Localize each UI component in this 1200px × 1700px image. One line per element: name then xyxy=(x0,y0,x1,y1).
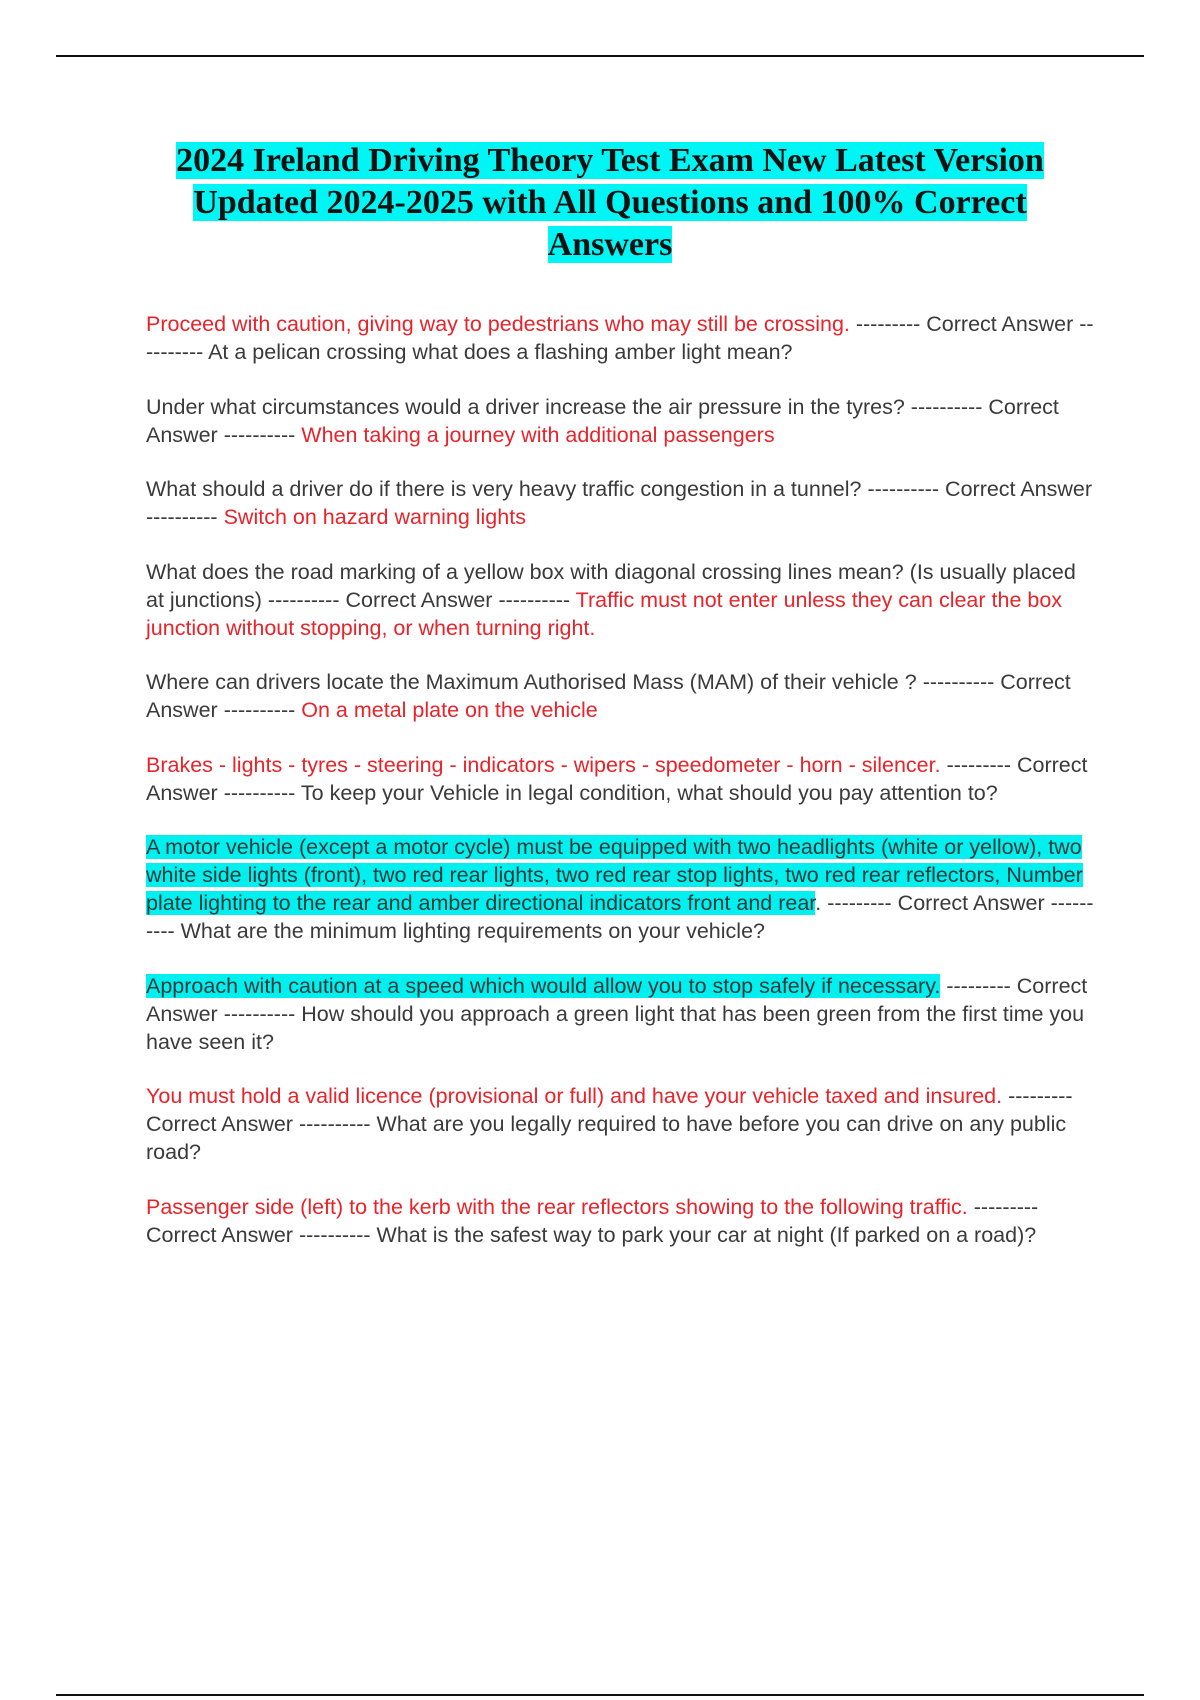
question-text: How should you approach a green light that has been green from the first time you have seen it? xyxy=(146,1001,1085,1054)
separator-dash: --------- xyxy=(1008,1084,1073,1108)
answer-text: On a metal plate on the vehicle xyxy=(301,698,598,722)
qa-item: A motor vehicle (except a motor cycle) must be equipped with two headlights (white or yellow), two white side lights (front), two red rear lights, two red rear stop lights, two red rear reflectors, Number plate lighting to the rear and amber directional indicators front and rear. --------- Correct Answer ---------- What are the minimum lighting requirements on your vehicle? xyxy=(146,835,1094,943)
separator-dash: ---------- xyxy=(223,1001,296,1026)
qa-item xyxy=(146,310,1094,366)
qa-item xyxy=(146,1082,1094,1166)
separator-label: Correct Answer xyxy=(146,394,1059,447)
question-text: At a pelican crossing what does a flashing amber light mean? xyxy=(208,340,793,364)
title-text: 2024 Ireland Driving Theory Test Exam New Latest Version Updated 2024-2025 with All Questions and 100% Correct Answers xyxy=(176,142,1044,263)
answer-text: Brakes - lights - tyres - steering - indicators - wipers - speedometer - horn - silencer. xyxy=(146,752,941,777)
separator-label: Correct Answer xyxy=(146,752,1088,805)
separator-label: Correct Answer xyxy=(146,1112,293,1136)
separator-label: Correct Answer xyxy=(146,1222,293,1247)
qa-item xyxy=(146,668,1094,724)
separator-dash: --------- xyxy=(973,1194,1039,1219)
separator-dash: --------- xyxy=(946,973,1011,998)
question-text: What is the safest way to park your car at night (If parked on a road)? xyxy=(376,1222,1037,1247)
separator-dash: ---------- xyxy=(267,587,340,612)
qa-item xyxy=(146,972,1094,1056)
question-text: What are the minimum lighting requirements on your vehicle? xyxy=(180,919,765,943)
qa-list xyxy=(146,310,1094,1275)
separator-label: Correct Answer xyxy=(146,670,1071,722)
answer-text: Passenger side (left) to the kerb with the rear reflectors showing to the following traffic. xyxy=(146,1194,968,1219)
separator-label: Correct Answer xyxy=(945,477,1093,501)
document-title xyxy=(130,140,1090,266)
separator-dash: ---------- xyxy=(223,780,296,805)
separator-dash: ---------- xyxy=(910,394,983,419)
separator-label: Correct Answer xyxy=(146,973,1088,1026)
bottom-rule xyxy=(56,1694,1144,1696)
separator-dash: --------- xyxy=(827,891,892,915)
question-text: What does the road marking of a yellow box with diagonal crossing lines mean? (Is usually placed at junctions) xyxy=(146,559,1076,612)
separator-dash: ---------- xyxy=(498,587,571,612)
separator-dash: ---------- xyxy=(146,505,218,529)
answer-text: Traffic must not enter unless they can clear the box junction without stopping, or when turning right. xyxy=(146,587,1063,640)
separator-dash: --------- xyxy=(855,312,921,336)
answer-text: When taking a journey with additional passengers xyxy=(301,422,775,447)
separator-dash: ---------- xyxy=(223,698,296,722)
question-text: What should a driver do if there is very heavy traffic congestion in a tunnel? xyxy=(146,477,862,501)
separator-label: Correct Answer xyxy=(926,312,1074,336)
separator-dash: --------- xyxy=(946,752,1011,777)
answer-text: You must hold a valid licence (provisional or full) and have your vehicle taxed and insured. xyxy=(146,1084,1003,1108)
separator-dash: ---------- xyxy=(146,891,1094,943)
answer-text: A motor vehicle (except a motor cycle) must be equipped with two headlights (white or yellow), two white side lights (front), two red rear lights, two red rear stop lights, two red rear reflectors, Number plate lighting to the rear and amber directional indicators front and rear xyxy=(146,835,1083,915)
top-rule xyxy=(56,55,1144,57)
separator-label: Correct Answer xyxy=(897,891,1045,915)
separator-dash: ---------- xyxy=(867,477,940,501)
qa-item xyxy=(146,475,1094,531)
answer-text: Approach with caution at a speed which would allow you to stop safely if necessary. xyxy=(146,973,941,998)
separator-dash: ---------- xyxy=(922,670,995,694)
question-text: What are you legally required to have before you can drive on any public road? xyxy=(146,1112,1067,1164)
question-text: Under what circumstances would a driver increase the air pressure in the tyres? xyxy=(146,394,905,419)
qa-item xyxy=(146,393,1094,449)
qa-item xyxy=(146,1193,1094,1249)
separator-dash: ---------- xyxy=(298,1112,371,1136)
separator-dash: ---------- xyxy=(223,422,296,447)
separator-dash: ---------- xyxy=(146,312,1094,364)
answer-text: Switch on hazard warning lights xyxy=(223,505,526,529)
separator-label: Correct Answer xyxy=(345,587,493,612)
qa-item xyxy=(146,558,1094,642)
question-text: To keep your Vehicle in legal condition, what should you pay attention to? xyxy=(300,780,998,805)
answer-text: Proceed with caution, giving way to pedestrians who may still be crossing. xyxy=(146,312,850,336)
question-text: Where can drivers locate the Maximum Authorised Mass (MAM) of their vehicle ? xyxy=(146,670,917,694)
separator-dash: ---------- xyxy=(298,1222,371,1247)
qa-item xyxy=(146,751,1094,807)
